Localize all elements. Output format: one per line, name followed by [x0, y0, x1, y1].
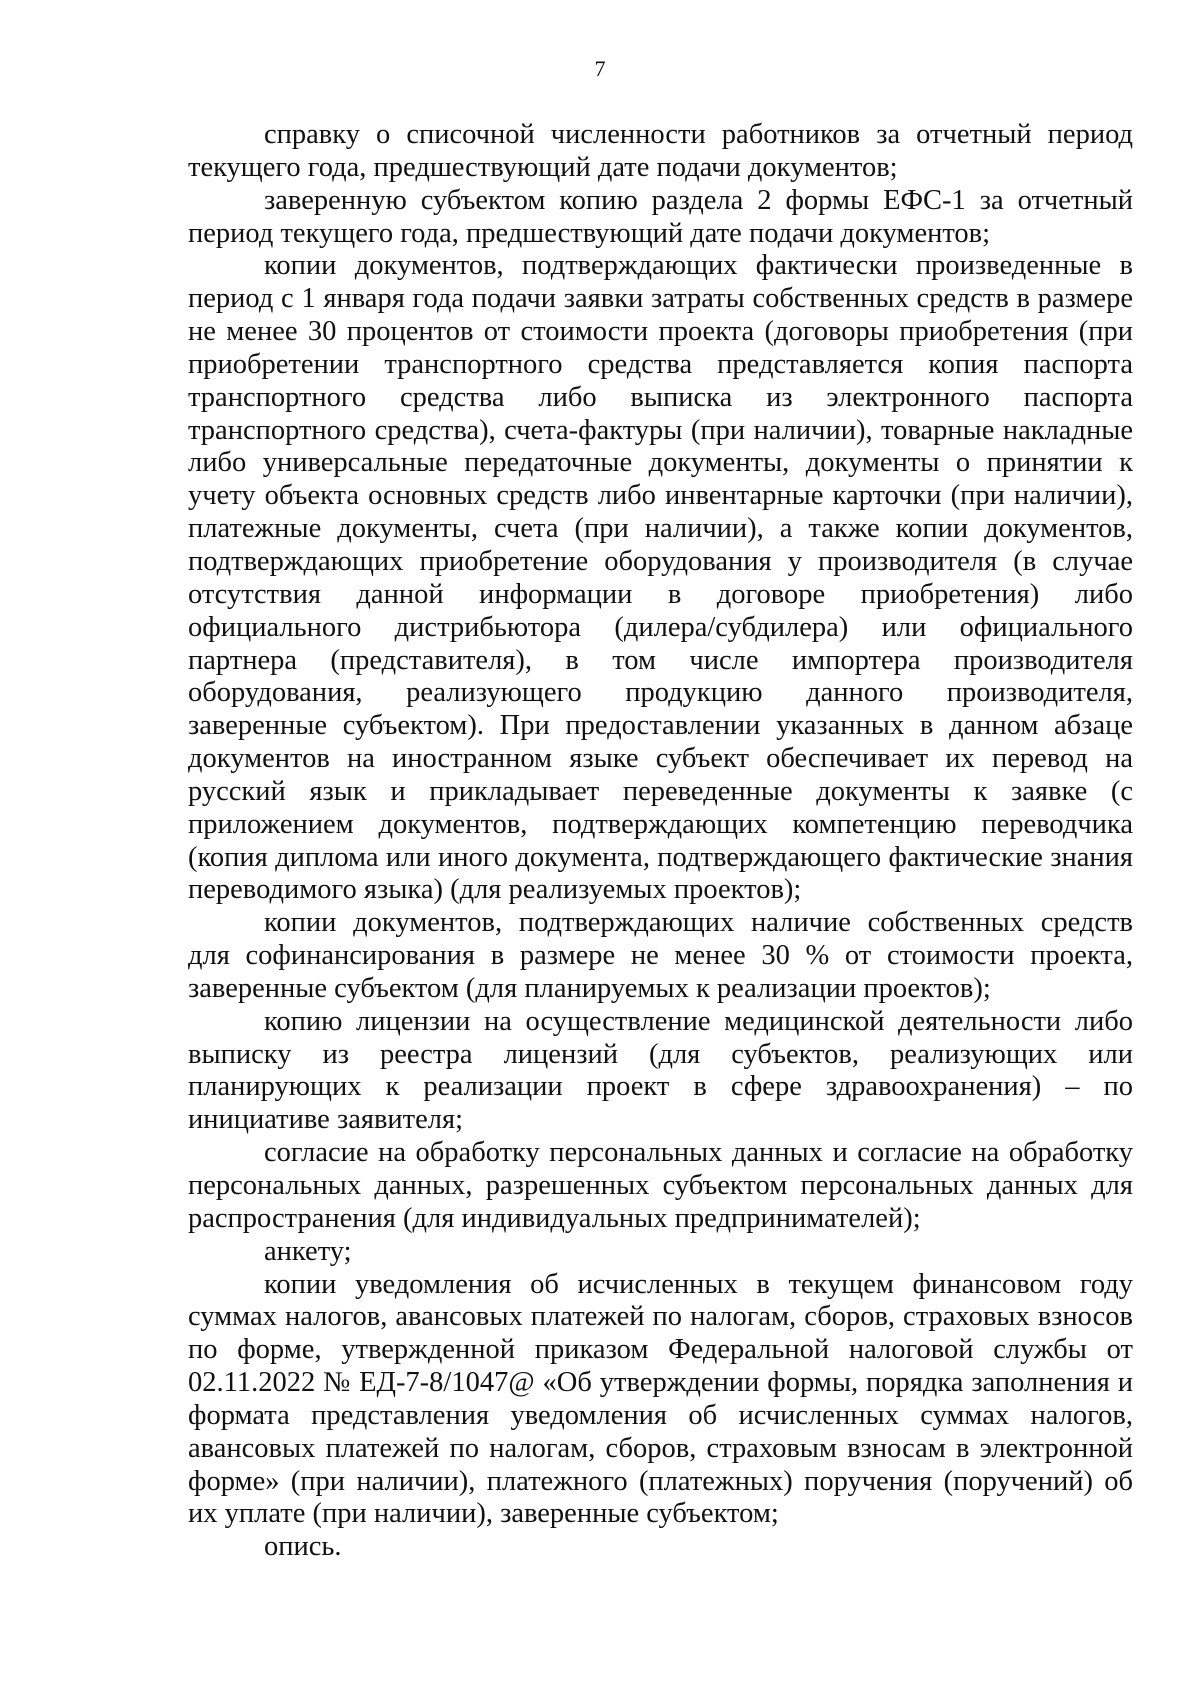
paragraph-efs1-copy: заверенную субъектом копию раздела 2 формы ЕФС-1 за отчетный период текущего года, предшествующий дате подачи документов; — [188, 184, 1133, 249]
paragraph-medical-license: копию лицензии на осуществление медицинской деятельности либо выписку из реестра лицензий (для субъектов, реализующих или планирующих к реализации проект в сфере здравоохранения) – по инициативе заявителя; — [188, 1005, 1133, 1136]
paragraph-personal-data-consent: согласие на обработку персональных данных и согласие на обработку персональных данных, разрешенных субъектом персональных данных для распространения (для индивидуальных предпринимателей); — [188, 1137, 1133, 1234]
paragraph-questionnaire: анкету; — [264, 1235, 352, 1267]
paragraph-staff-count-certificate: справку о списочной численности работников за отчетный период текущего года, предшествующий дате подачи документов; — [188, 119, 1133, 183]
paragraph-expense-documents: копии документов, подтверждающих фактически произведенные в период с 1 января года подачи заявки затраты собственных средств в размере не менее 30 процентов от стоимости проекта (договоры приобретения (при приобретении транспортного средства представляется копия паспорта транспортного средства либо выписка из электронного паспорта транспортного средства), счета-фактуры (при наличии), товарные накладные либо универсальные передаточные документы, документы о принятии к учету объекта основных средств либо инвентарные карточки (при наличии), платежные документы, счета (при наличии), а также копии документов, подтверждающих приобретение оборудования у производителя (в случае отсутствия данной информации в договоре приобретения) либо официального дистрибьютора (дилера/субдилера) или официального партнера (представителя), в том числе импортера производителя оборудования, реализующего продукцию данного производителя, заверенные субъектом). При предоставлении указанных в данном абзаце документов на иностранном языке субъект обеспечивает их перевод на русский язык и прикладывает переведенные документы к заявке (с приложением документов, подтверждающих компетенцию переводчика (копия диплома или иного документа, подтверждающего фактические знания переводимого языка) (для реализуемых проектов); — [188, 250, 1133, 906]
paragraph-own-funds-documents: копии документов, подтверждающих наличие собственных средств для софинансирования в размере не менее 30 % от стоимости проекта, заверенные субъектом (для планируемых к реализации проектов); — [188, 907, 1133, 1004]
page-number: 7 — [594, 56, 606, 81]
paragraph-tax-notification: копии уведомления об исчисленных в текущем финансовом году суммах налогов, авансовых платежей по налогам, сборов, страховых взносов по форме, утвержденной приказом Федеральной налоговой службы от 02.11.2022 № ЕД-7-8/1047@ «Об утверждении формы, порядка заполнения и формата представления уведомления об исчисленных суммах налогов, авансовых платежей по налогам, сборов, страховым взносам в электронной форме» (при наличии), платежного (платежных) поручения (поручений) об их уплате (при наличии), заверенные субъектом; — [188, 1268, 1133, 1530]
paragraph-inventory: опись. — [264, 1531, 342, 1563]
document-body — [188, 119, 1133, 1564]
